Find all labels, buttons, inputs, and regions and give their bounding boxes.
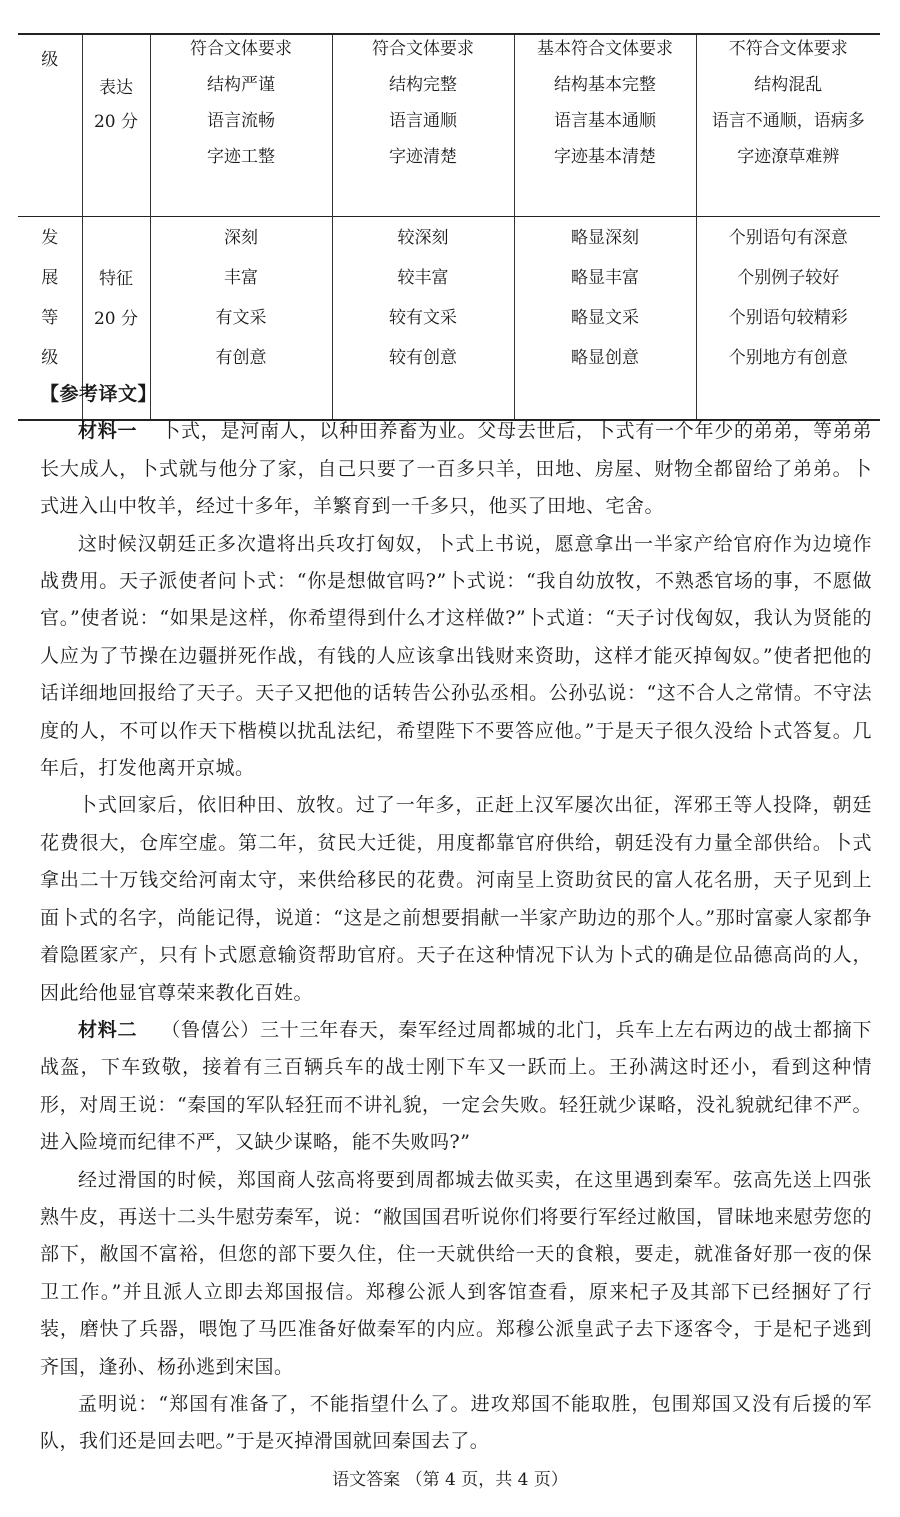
section-heading: 【参考译文】: [40, 383, 158, 405]
criterion: 较丰富: [397, 268, 449, 288]
paragraph: [40, 1012, 872, 1162]
paragraph: 孟明说：“郑国有准备了，不能指望什么了。进攻郑国不能取胜，包围郑国又没有后援的军队，我们还是回去吧。”于是灭掉滑国就回秦国去了。: [40, 1392, 872, 1453]
criterion: 符合文体要求: [190, 39, 292, 59]
criterion: 结构完整: [389, 75, 457, 95]
criterion: 略显文采: [571, 308, 639, 328]
level-char: 展: [41, 268, 59, 288]
level-text: 级: [41, 50, 59, 70]
material-label: 材料一: [78, 420, 138, 443]
criterion: 符合文体要求: [372, 39, 474, 59]
category-cell: [82, 34, 150, 217]
criterion: 结构严谨: [207, 75, 275, 95]
criterion: 字迹清楚: [389, 147, 457, 167]
criterion: 个别语句有深意: [728, 228, 848, 248]
criterion: 结构基本完整: [554, 75, 656, 95]
table-row: [18, 34, 880, 217]
criterion: 语言通顺: [389, 111, 457, 131]
criterion: 有文采: [215, 308, 267, 328]
criterion: 个别语句较精彩: [728, 308, 848, 328]
grade-cell: [332, 34, 514, 217]
category-score: 20 分: [93, 309, 139, 329]
level-char: 等: [41, 308, 59, 328]
criterion: 个别例子较好: [737, 268, 840, 288]
grading-table: [18, 33, 880, 421]
level-cell: [18, 34, 82, 217]
criterion: 略显深刻: [571, 228, 639, 248]
criterion: 语言不通顺，语病多: [711, 111, 865, 131]
category-name: 表达: [99, 78, 133, 98]
criterion: 字迹工整: [207, 147, 275, 167]
criterion: 深刻: [224, 228, 258, 248]
translation-section: [40, 376, 872, 1461]
paragraph: 经过滑国的时候，郑国商人弦高将要到周都城去做买卖，在这里遇到秦军。弦高先送上四张熟牛皮，再送十二头牛慰劳秦军，说：“敝国国君听说你们将要行军经过敝国，冒昧地来慰劳您的部下，敝国不富裕，但您的部下要久住，住一天就供给一天的食粮，要走，就准备好那一夜的保卫工作。”并且派人立即去郑国报信。郑穆公派人到客馆查看，原来杞子及其部下已经捆好了行装，磨快了兵器，喂饱了马匹准备好做秦军的内应。郑穆公派皇武子去下逐客令，于是杞子逃到齐国，逢孙、杨孙逃到宋国。: [40, 1168, 872, 1378]
level-char: 级: [41, 348, 59, 368]
criterion: 语言流畅: [207, 111, 275, 131]
criterion: 略显丰富: [571, 268, 639, 288]
criterion: 结构混乱: [754, 75, 823, 95]
level-char: 发: [41, 228, 59, 248]
criterion: 个别地方有创意: [728, 348, 848, 368]
paragraph: 这时候汉朝廷正多次遣将出兵攻打匈奴，卜式上书说，愿意拿出一半家产给官府作为边境作战费用。天子派使者问卜式：“你是想做官吗?”卜式说：“我自幼放牧，不熟悉官场的事，不愿做官。”使者说：“如果是这样，你希望得到什么才这样做?”卜式道：“天子讨伐匈奴，我认为贤能的人应为了节操在边疆拼死作战，有钱的人应该拿出钱财来资助，这样才能灭掉匈奴。”使者把他的话详细地回报给了天子。天子又把他的话转告公孙弘丞相。公孙弘说：“这不合人之常情。不守法度的人，不可以作天下楷模以扰乱法纪，希望陛下不要答应他。”于是天子很久没给卜式答复。几年后，打发他离开京城。: [40, 532, 872, 780]
criterion: 基本符合文体要求: [537, 39, 673, 59]
criterion: 较有文采: [389, 308, 457, 328]
page-footer: 语文答案 （第 4 页，共 4 页）: [332, 1470, 568, 1490]
criterion: 字迹潦草难辨: [737, 147, 840, 167]
paragraph-text: 卜式，是河南人，以种田养畜为业。父母去世后，卜式有一个年少的弟弟，等弟弟长大成人，卜式就与他分了家，自己只要了一百多只羊，田地、房屋、财物全都留给了弟弟。卜式进入山中牧羊，经过十多年，羊繁育到一千多只，他买了田地、宅舍。: [40, 420, 872, 518]
criterion: 略显创意: [571, 348, 639, 368]
paragraph: [40, 413, 872, 525]
criterion: 不符合文体要求: [728, 39, 848, 59]
criterion: 有创意: [215, 348, 267, 368]
criterion: 较有创意: [389, 348, 457, 368]
grade-cell: [514, 34, 696, 217]
criterion: 丰富: [224, 268, 258, 288]
criterion: 字迹基本清楚: [554, 147, 656, 167]
paragraph-text: （鲁僖公）三十三年春天，秦军经过周都城的北门，兵车上左右两边的战士都摘下战盔，下车致敬，接着有三百辆兵车的战士刚下车又一跃而上。王孙满这时还小，看到这种情形，对周王说：“秦国的军队轻狂而不讲礼貌，一定会失败。轻狂就少谋略，没礼貌就纪律不严。进入险境而纪律不严，又缺少谋略，能不失败吗?”: [40, 1018, 872, 1154]
material-label: 材料二: [78, 1018, 138, 1041]
grade-cell: [696, 34, 880, 217]
category-name: 特征: [99, 269, 133, 289]
grade-cell: [150, 34, 332, 217]
criterion: 语言基本通顺: [554, 111, 656, 131]
category-score: 20 分: [93, 112, 139, 132]
paragraph: 卜式回家后，依旧种田、放牧。过了一年多，正赶上汉军屡次出征，浑邪王等人投降，朝廷花费很大，仓库空虚。第二年，贫民大迁徙，用度都靠官府供给，朝廷没有力量全部供给。卜式拿出二十万钱交给河南太守，来供给移民的花费。河南呈上资助贫民的富人花名册，天子见到上面卜式的名字，尚能记得，说道：“这是之前想要捐献一半家产助边的那个人。”那时富豪人家都争着隐匿家产，只有卜式愿意输资帮助官府。天子在这种情况下认为卜式的确是位品德高尚的人，因此给他显官尊荣来教化百姓。: [40, 794, 872, 1004]
criterion: 较深刻: [397, 228, 449, 248]
